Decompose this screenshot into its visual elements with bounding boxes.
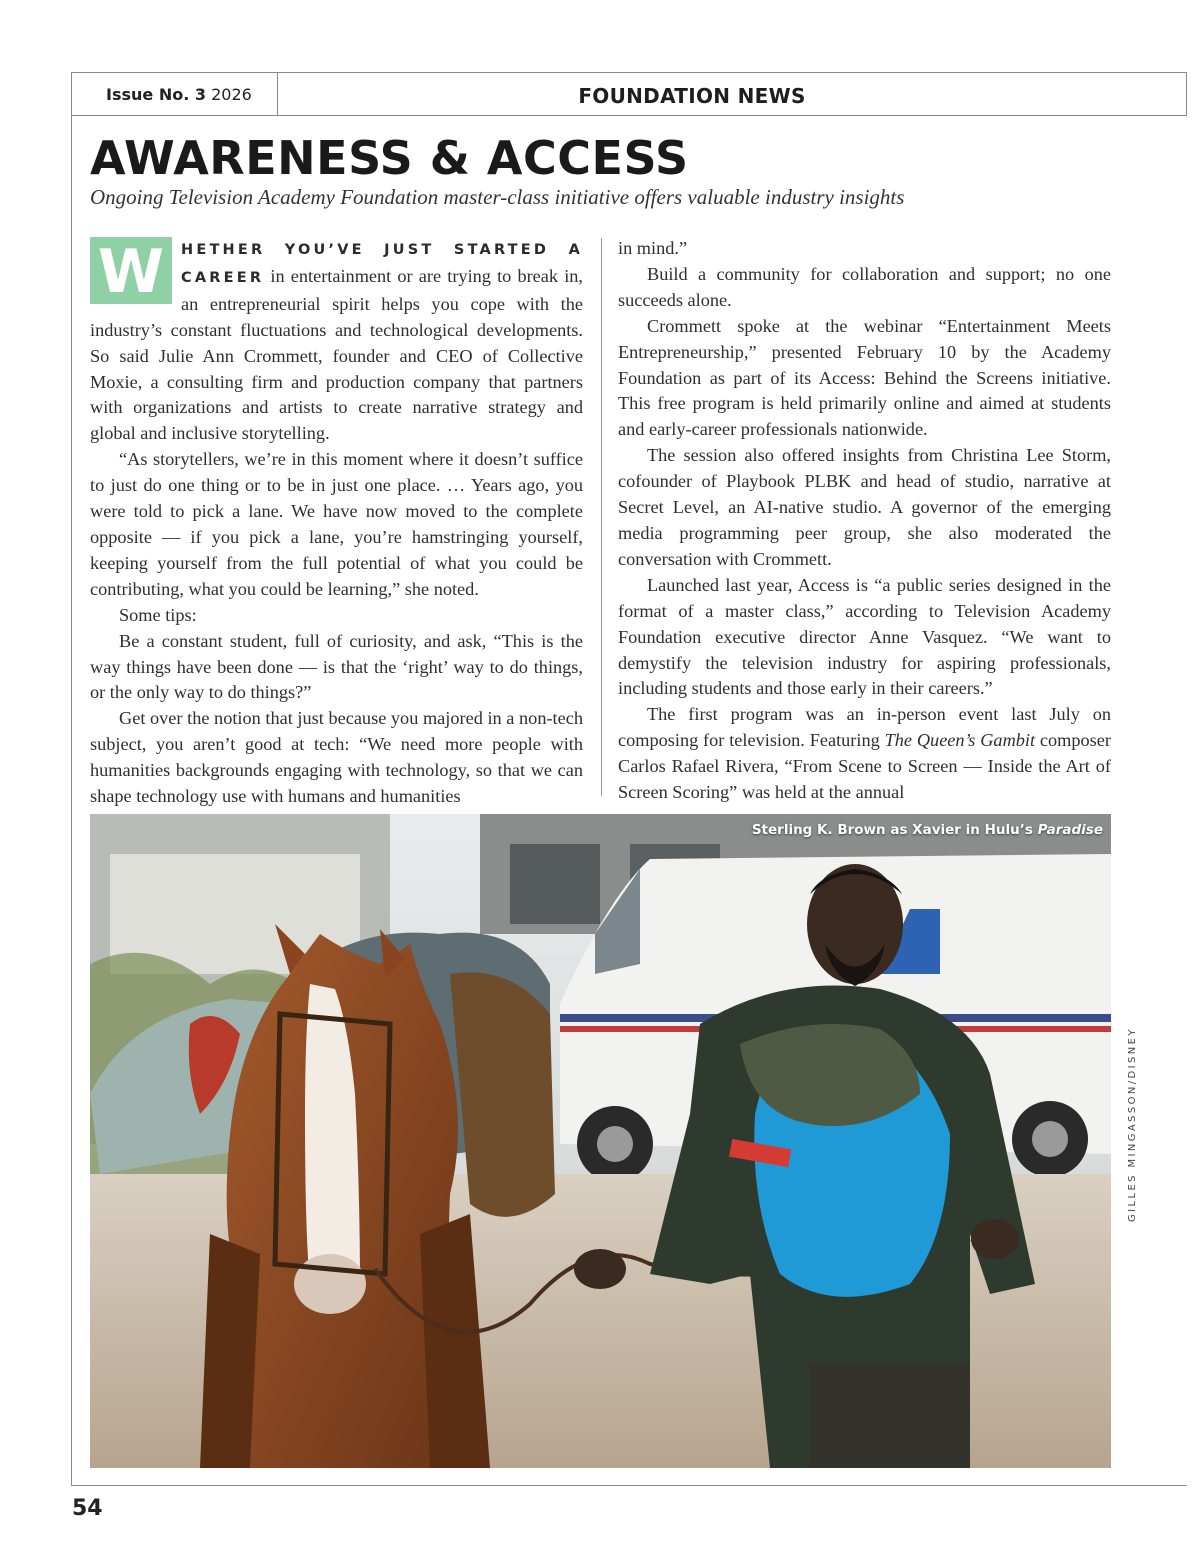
caption-text: Sterling K. Brown as Xavier in Hulu’s — [751, 822, 1038, 838]
paragraph-5-continued: in mind.” — [618, 238, 688, 258]
column-divider — [601, 238, 602, 796]
paragraph-4: Be a constant student, full of curiosity, and ask, “This is the way things have been done — is that the ‘right’ way to do things, or the only way to do things?” — [90, 630, 583, 703]
paragraph-6: Build a community for collaboration and support; no one succeeds alone. — [618, 263, 1111, 310]
paragraph-3: Some tips: — [119, 604, 197, 625]
article-title: AWARENESS & ACCESS — [90, 131, 689, 185]
paragraph-2: “As storytellers, we’re in this moment where it doesn’t suffice to just do one thing or to be in just one place. … Years ago, you were told to pick a lane. We have now moved to the complete opposite — if you pick a lane, you’re hamstringing yourself, keeping yourself from the full potential of what you could be contributing, what you could be learning,” she noted. — [90, 449, 583, 599]
paragraph-5: Get over the notion that just because you majored in a non-tech subject, you aren’t good at tech: “We need more people with humanities backgrounds engaging with technology, so that we can shape technology use with humans and humanities — [90, 708, 583, 807]
paragraph-9: Launched last year, Access is “a public series designed in the format of a master class,” according to Television Academy Foundation executive director Anne Vasquez. “We want to demystify the television industry for aspiring professionals, including students and those early in their careers.” — [618, 574, 1111, 699]
paragraph-7: Crommett spoke at the webinar “Entertainment Meets Entrepreneurship,” presented February 10 by the Academy Foundation as part of its Access: Behind the Screens initiative. This free program is held primarily online and aimed at students and early-career professionals nationwide. — [618, 315, 1111, 440]
paragraph-10-text-b: composer Carlos Rafael Rivera, “From Scene to Screen — Inside the Art of Screen Scoring” was held at the annual — [618, 730, 1111, 803]
caption-show-title: Paradise — [1037, 822, 1103, 838]
photo-credit: GILLES MINGASSON/DISNEY — [1127, 1027, 1138, 1222]
article-column-1 — [90, 236, 583, 810]
paragraph-10 — [618, 702, 1111, 806]
issue-year: 2026 — [211, 85, 252, 104]
show-title: The Queen’s Gambit — [884, 730, 1036, 751]
issue-label — [71, 73, 278, 116]
paragraph-10-text-a: The first program was an in-person event last July on composing for television. Featuring — [618, 704, 1111, 751]
issue-number: Issue No. 3 — [106, 85, 206, 104]
lead-in: HETHER YOU’VE JUST STARTED A CAREER — [181, 242, 583, 286]
drop-cap: W — [90, 237, 172, 304]
photo-caption — [752, 822, 1103, 838]
paragraph-1 — [90, 236, 583, 447]
photo-illustration — [90, 814, 1111, 1468]
page-number: 54 — [72, 1496, 103, 1521]
paragraph-8: The session also offered insights from Christina Lee Storm, cofounder of Playbook PLBK and head of studio, narrative at Secret Level, an AI-native studio. A governor of the emerging media programming peer group, she also moderated the conversation with Crommett. — [618, 445, 1111, 569]
running-header — [71, 72, 1187, 116]
section-title: FOUNDATION NEWS — [578, 84, 806, 108]
article-deck: Ongoing Television Academy Foundation master-class initiative offers valuable industry insights — [90, 185, 905, 209]
article-column-2 — [618, 236, 1111, 806]
feature-photo — [90, 814, 1111, 1468]
paragraph-1-text: in entertainment or are trying to break in, an entrepreneurial spirit helps you cope with the industry’s constant fluctuations and technological developments. So said Julie Ann Crommett, founder and CEO of Collective Moxie, a consulting firm and production company that partners with organizations and artists to create narrative strategy and global and inclusive storytelling. — [90, 265, 583, 444]
